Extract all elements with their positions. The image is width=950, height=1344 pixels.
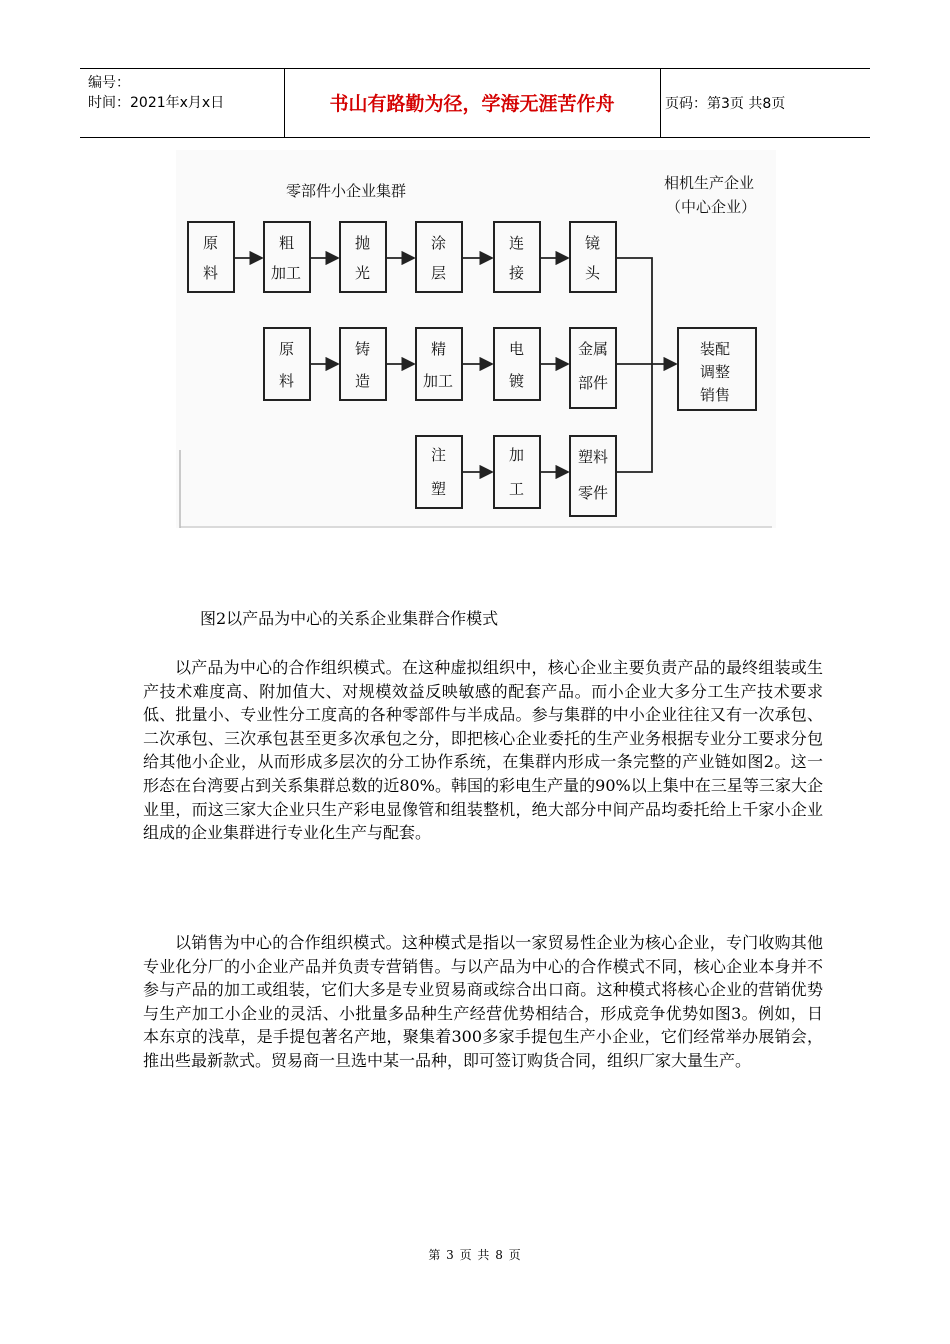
row1-box-rough <box>264 222 310 292</box>
svg-text:抛: 抛 <box>355 234 371 252</box>
svg-text:注: 注 <box>431 446 447 464</box>
svg-text:光: 光 <box>355 264 371 282</box>
svg-text:原: 原 <box>279 340 295 358</box>
svg-text:装配: 装配 <box>700 340 731 358</box>
row3-box-process <box>494 436 540 508</box>
svg-text:精: 精 <box>431 340 447 358</box>
svg-text:层: 层 <box>431 264 447 282</box>
row1-box-lens <box>570 222 616 292</box>
svg-text:涂: 涂 <box>431 234 447 252</box>
row1-box-raw <box>188 222 234 292</box>
header-divider <box>660 69 661 137</box>
svg-text:电: 电 <box>509 340 525 358</box>
doc-number-label: 编号： <box>88 75 130 91</box>
svg-text:部件: 部件 <box>578 374 609 392</box>
row2-box-finish <box>416 328 462 400</box>
svg-text:加工: 加工 <box>423 372 454 390</box>
svg-text:调整: 调整 <box>700 363 731 381</box>
row1-box-coat <box>416 222 462 292</box>
svg-text:料: 料 <box>203 264 219 282</box>
header-motto: 书山有路勤为径，学海无涯苦作舟 <box>329 93 615 115</box>
svg-text:金属: 金属 <box>578 340 609 358</box>
svg-text:塑料: 塑料 <box>578 448 609 466</box>
row1-box-polish <box>340 222 386 292</box>
paragraph-1: 以产品为中心的合作组织模式。在这种虚拟组织中，核心企业主要负责产品的最终组装或生产技术难度高、附加值大、对规模效益反映敏感的配套产品。而小企业大多分工生产技术要求低、批量小、专业性分工度高的各种零部件与半成品。参与集群的中小企业往往又有一次承包、二次承包、三次承包甚至更多次承包之分，即把核心企业委托的生产业务根据专业分工要求分包给其他小企业，从而形成多层次的分工协作系统，在集群内形成一条完整的产业链如图2。这一形态在台湾要占到关系集群总数的近80%。韩国的彩电生产量的90%以上集中在三星等三家大企业里，而这三家大企业只生产彩电显像管和组装整机，绝大部分中间产品均委托给上千家小企业组成的企业集群进行专业化生产与配套。 <box>143 658 823 843</box>
row2-box-raw <box>264 328 310 400</box>
row2-box-plate <box>494 328 540 400</box>
page-footer: 第 3 页 共 8 页 <box>428 1248 522 1262</box>
svg-text:镜: 镜 <box>585 234 601 252</box>
svg-text:塑: 塑 <box>431 480 447 498</box>
group-label: 零部件小企业集群 <box>286 182 407 200</box>
svg-text:加: 加 <box>509 446 525 464</box>
header-meta <box>88 73 224 113</box>
svg-text:头: 头 <box>585 264 601 282</box>
center-label-2: （中心企业） <box>666 198 757 216</box>
center-label-1: 相机生产企业 <box>664 174 755 192</box>
page-info: 页码：第3页 共8页 <box>665 96 786 112</box>
page-header <box>80 68 870 138</box>
svg-text:铸: 铸 <box>355 340 371 358</box>
svg-text:加工: 加工 <box>271 264 302 282</box>
svg-text:零件: 零件 <box>578 484 609 502</box>
flow-diagram-svg <box>176 150 776 528</box>
svg-text:原: 原 <box>203 234 219 252</box>
row2-box-metal-parts <box>570 328 616 408</box>
svg-text:镀: 镀 <box>509 372 525 390</box>
svg-text:料: 料 <box>279 372 295 390</box>
svg-text:粗: 粗 <box>279 234 295 252</box>
svg-text:工: 工 <box>509 480 525 498</box>
svg-text:造: 造 <box>355 372 371 390</box>
svg-text:连: 连 <box>509 234 525 252</box>
row3-box-plastic-parts <box>570 436 616 516</box>
svg-text:接: 接 <box>509 264 525 282</box>
svg-text:销售: 销售 <box>700 386 731 404</box>
row2-box-cast <box>340 328 386 400</box>
paragraph-2: 以销售为中心的合作组织模式。这种模式是指以一家贸易性企业为核心企业，专门收购其他专业化分厂的小企业产品并负责专营销售。与以产品为中心的合作模式不同，核心企业本身并不参与产品的加工或组装，它们大多是专业贸易商或综合出口商。这种模式将核心企业的营销优势与生产加工小企业的灵活、小批量多品种生产经营优势相结合，形成竞争优势如图3。例如，日本东京的浅草，是手提包著名产地，聚集着300多家手提包生产小企业，它们经常举办展销会，推出些最新款式。贸易商一旦选中某一品种，即可签订购货合同，组织厂家大量生产。 <box>143 933 823 1070</box>
row3-box-inject <box>416 436 462 508</box>
figure-caption: 图2以产品为中心的关系企业集群合作模式 <box>200 609 499 628</box>
final-box-assembly <box>678 328 756 410</box>
time-label: 时间：2021年x月x日 <box>88 95 225 111</box>
row1-box-join <box>494 222 540 292</box>
flow-diagram <box>176 150 776 528</box>
